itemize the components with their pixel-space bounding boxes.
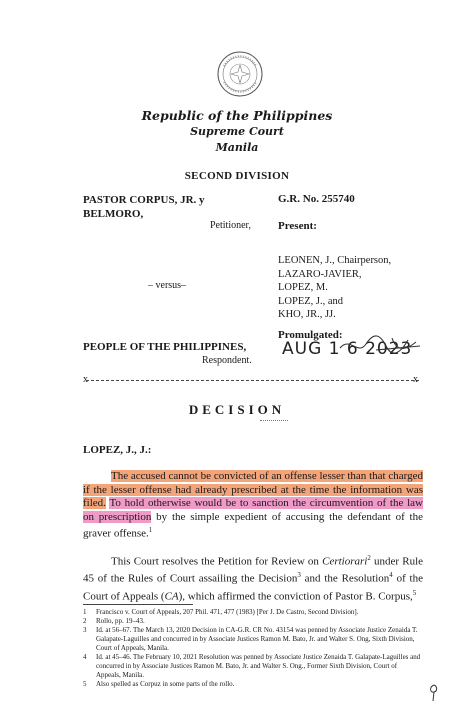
second-paragraph <box>83 552 423 604</box>
footnote-number: 4 <box>83 653 87 661</box>
division-title: SECOND DIVISION <box>184 170 290 182</box>
footnote-text: Francisco v. Court of Appeals, 207 Phil. 471, 477 (1983) [Per J. De Castro, Second Division]. <box>96 608 359 616</box>
justice-line: LOPEZ, J., and <box>278 295 344 307</box>
footnote-item <box>83 653 423 680</box>
title-underline <box>260 420 288 421</box>
footnote-item <box>83 680 423 689</box>
promulgated-label: Promulgated: <box>278 329 343 341</box>
respondent-name: PEOPLE OF THE PHILIPPINES, <box>83 341 247 353</box>
justice-line: KHO, JR., JJ. <box>278 309 336 320</box>
present-label: Present: <box>278 220 317 232</box>
highlight-orange: The accused cannot be convicted of an offense lesser than that charged if the lesser offense had already prescribed at the time the information was filed. <box>83 470 423 510</box>
initials-mark-icon <box>427 683 441 703</box>
footnote-ref: 4 <box>389 571 393 580</box>
justice-line: LOPEZ, M. <box>278 282 328 293</box>
paragraph-text: under Rule 45 of the Rules of Court assailing the Decision <box>83 555 424 585</box>
italic-term: Certiorari <box>322 555 368 568</box>
paragraph-text: This Court resolves the Petition for Review on <box>111 555 323 568</box>
footnote-text: Id. at 45–46. The February 10, 2021 Resolution was penned by Associate Justice Zenaida T. Galapate-Laguilles and concurred in by Associate Justices Ramon M. Bato, Jr. and Walter S. Ong., Former Sixth Division, Court of Appeals, Manila. <box>96 653 421 679</box>
footnote-text: Also spelled as Corpuz in some parts of the rollo. <box>96 680 235 688</box>
petitioner-role: Petitioner, <box>210 220 251 231</box>
divider-x-right: x <box>413 374 418 385</box>
footnote-number: 2 <box>83 617 87 625</box>
header-republic: Republic of the Philippines <box>141 108 333 123</box>
paragraph-text: and the Resolution <box>300 572 390 585</box>
paragraph-text: by the simple expedient of accusing the defendant of the graver offense. <box>83 510 423 541</box>
justices-list <box>278 254 391 322</box>
supreme-court-seal-icon <box>216 50 264 98</box>
footnote-ref: 2 <box>367 554 371 562</box>
footnote-ref: 1 <box>148 526 153 535</box>
divider-x-left: x <box>83 374 88 385</box>
respondent-role: Respondent. <box>202 355 252 366</box>
footnote-item <box>83 608 423 617</box>
footnote-rule <box>83 604 193 605</box>
footnote-number: 1 <box>83 608 87 616</box>
header-court: Supreme Court <box>190 125 284 138</box>
signature-icon <box>336 330 424 358</box>
petitioner-name: PASTOR CORPUS, JR. y BELMORO, <box>83 194 205 220</box>
versus-label: – versus– <box>148 280 187 291</box>
italic-term: CA <box>164 590 179 603</box>
footnote-ref: 5 <box>412 588 417 597</box>
caption-divider <box>86 380 419 381</box>
opening-paragraph <box>83 470 423 542</box>
paragraph-text: of the Court of Appeals ( <box>83 572 423 603</box>
paragraph-text: ), which affirmed the conviction of Pastor B. Corpus, <box>178 590 413 603</box>
highlight-pink: To hold otherwise would be to sanction the circumvention of the law on prescription <box>83 497 423 523</box>
promulgated-date-stamp: AUG 1 6 2023 <box>282 339 413 359</box>
footnote-number: 5 <box>83 680 87 688</box>
justice-line: LAZARO-JAVIER, <box>278 268 362 280</box>
ponente-line: LOPEZ, J., J.: <box>83 444 152 456</box>
gr-number: G.R. No. 255740 <box>278 193 355 205</box>
decision-title: DECISION <box>188 402 286 417</box>
footnote-number: 3 <box>83 626 87 634</box>
footnote-item <box>83 617 423 626</box>
footnote-text: Id. at 56–67. The March 13, 2020 Decision in CA-G.R. CR No. 43154 was penned by Associate Justice Zenaida T. Galapate-Laguilles and concurred in by Associate Justices Ramon M. Bato, Jr. and Walter S. Ong, Sixth Division, Court of Appeals, Manila. <box>96 626 418 652</box>
footnote-item <box>83 626 423 653</box>
justice-line: LEONEN, J., Chairperson, <box>278 255 392 266</box>
header-city: Manila <box>215 141 259 154</box>
footnotes <box>83 608 423 689</box>
footnote-text: Rollo, pp. 19–43. <box>96 617 145 625</box>
footnote-ref: 3 <box>297 571 301 580</box>
